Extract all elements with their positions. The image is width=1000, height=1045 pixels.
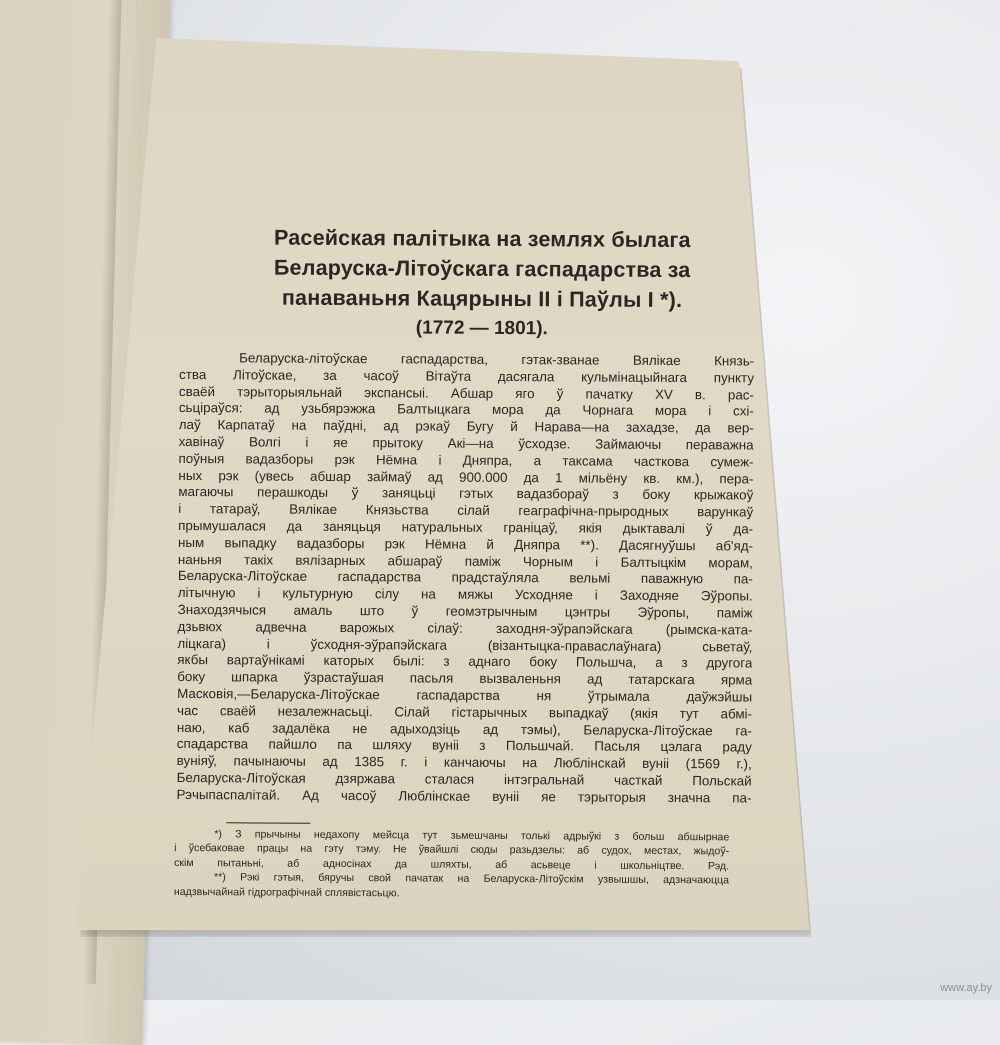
watermark: www.ay.by [940,982,992,994]
body-line: наю, каб задалёка не адыходзіць ад тэмы), Беларуска-Літоўскае га- [176,719,752,739]
body-line: ным выпадку вадазборы рэк Нёмна й Дняпра **). Дасягнуўшы аб'яд- [177,534,754,554]
body-line: літычную і культурную сілу на мяжы Усходняе і Заходняе Эўропы. [177,585,753,604]
title-line: панаваньня Кацярыны II і Паўлы I *). [281,285,683,313]
footnote-line: надзвычайнай гідрографічнай сплявістасьцю. [173,885,400,900]
body-line: поўныя вадазборы рэк Нёмна і Дняпра, а таксама часткова сумеж- [178,450,754,470]
body-line: сваёй тэрыторыяльнай экспансыі. Абшар яго ў пачатку XV в. рас- [178,383,755,403]
body-line: вуніяў, пачынаючы ад 1385 г. і канчаючы на Люблінскай вуніі (1569 г.), [176,753,752,772]
body-line: дзьвюх адвечна варожых сілаў: заходня-эўрапэйскага (рымска-ката- [177,618,753,638]
body-line: ных рэк (увесь абшар займаў ад 900.000 да 1 мільёну кв. км.), пера- [178,467,754,487]
footnote-divider [226,822,310,824]
body-line: Рэчыпаспалітай. Ад часоў Люблінскае вуніі яе тэрыторыя значна па- [176,786,752,806]
body-line: хавінаў Волгі і яе прытоку Акі—на ўсходзе. Займаючы пераважна [178,433,754,453]
title-line: Беларуска-Літоўскага гаспадарства за [273,255,691,283]
body-line: час сваёй незалежнасьці. Сілай гістарычных выпадкаў (якія тут абмі- [176,702,753,722]
footnote-line: скім пытаньні, аб адносінах да шляхты, аб асьвеце і школьніцтве. Рэд. [174,856,730,873]
document-title [209,222,755,315]
body-line: Масковія,—Беларуска-Літоўскае гаспадарства ня ўтрымала даўжэйшы [177,685,753,705]
body-text [176,350,754,807]
body-line: і татараў, Вялікае Князьства сілай геаграфічна-прыродных варункаў [178,501,754,520]
body-line: ліцкага) і ўсходня-эўрапэйскага (візантыцка-праваслаўнага) сьветаў, [177,635,753,655]
footnote-line: і ўсебаковае працы на гэту тэму. Не ўвайшлі сюды разьдзелы: аб судох, местах, жыдоў- [174,842,730,858]
body-line: прымушалася да заняцьця натуральных граніцаў, якія дыктавалі ў да- [178,517,754,537]
body-line: ства Літоўскае, за часоў Вітаўта дасягала кульмінацыйнага пункту [179,366,755,386]
body-line: сьціраўся: ад узьбярэжжа Балтыцкага мора да Чорнага мора і схі- [178,400,754,419]
body-line: лаў Карпатаў на паўдні, ад рэкаў Бугу й Нарава—на захадзе, да вер- [178,417,754,436]
body-line: спадарства пайшло па шляху вуніі з Польшчай. Пасьля цэлага раду [176,736,752,755]
footnote-line: *) З прычыны недахопу мейсца тут зьмешчаны толькі адрыўкі з больш абшырнае [214,827,730,843]
document-years: (1772 — 1801). [415,317,548,340]
body-line: Знаходзячыся амаль што ў геомэтрычным цэнтры Эўропы, паміж [177,601,753,621]
body-line: боку шпарка ўзрастаўшая пасьля вызваленьня ад татарскага ярма [177,669,753,688]
title-line: Расейская палітыка на землях былага [273,225,691,253]
footnote-line: **) Рэкі гэтыя, бяручы свой пачатак на Беларуска-Літоўскім узвышшы, адзначаюцца [213,871,730,887]
body-line: магаючы перашкоды ў заняцьці гэтых вадазбораў з боку крыжакоў [178,484,754,503]
page-content [173,222,755,903]
body-line: якбы вартаўнікамі каторых былі: з аднаго боку Польшча, а з другога [177,652,753,671]
body-line: Беларуска-Літоўская дзяржава сталася інтэгральнай часткай Польскай [176,769,752,789]
footnotes [174,826,729,902]
body-line: Беларуска-літоўскае гаспадарства, гэтак-званае Вялікае Князь- [239,350,755,369]
body-line: наньня такіх вялізарных абшараў паміж Чорным і Балтыцкім морам, [177,551,753,571]
body-line: Беларуска-Літоўскае гаспадарства прадстаўляла вельмі паважную па- [177,568,753,587]
